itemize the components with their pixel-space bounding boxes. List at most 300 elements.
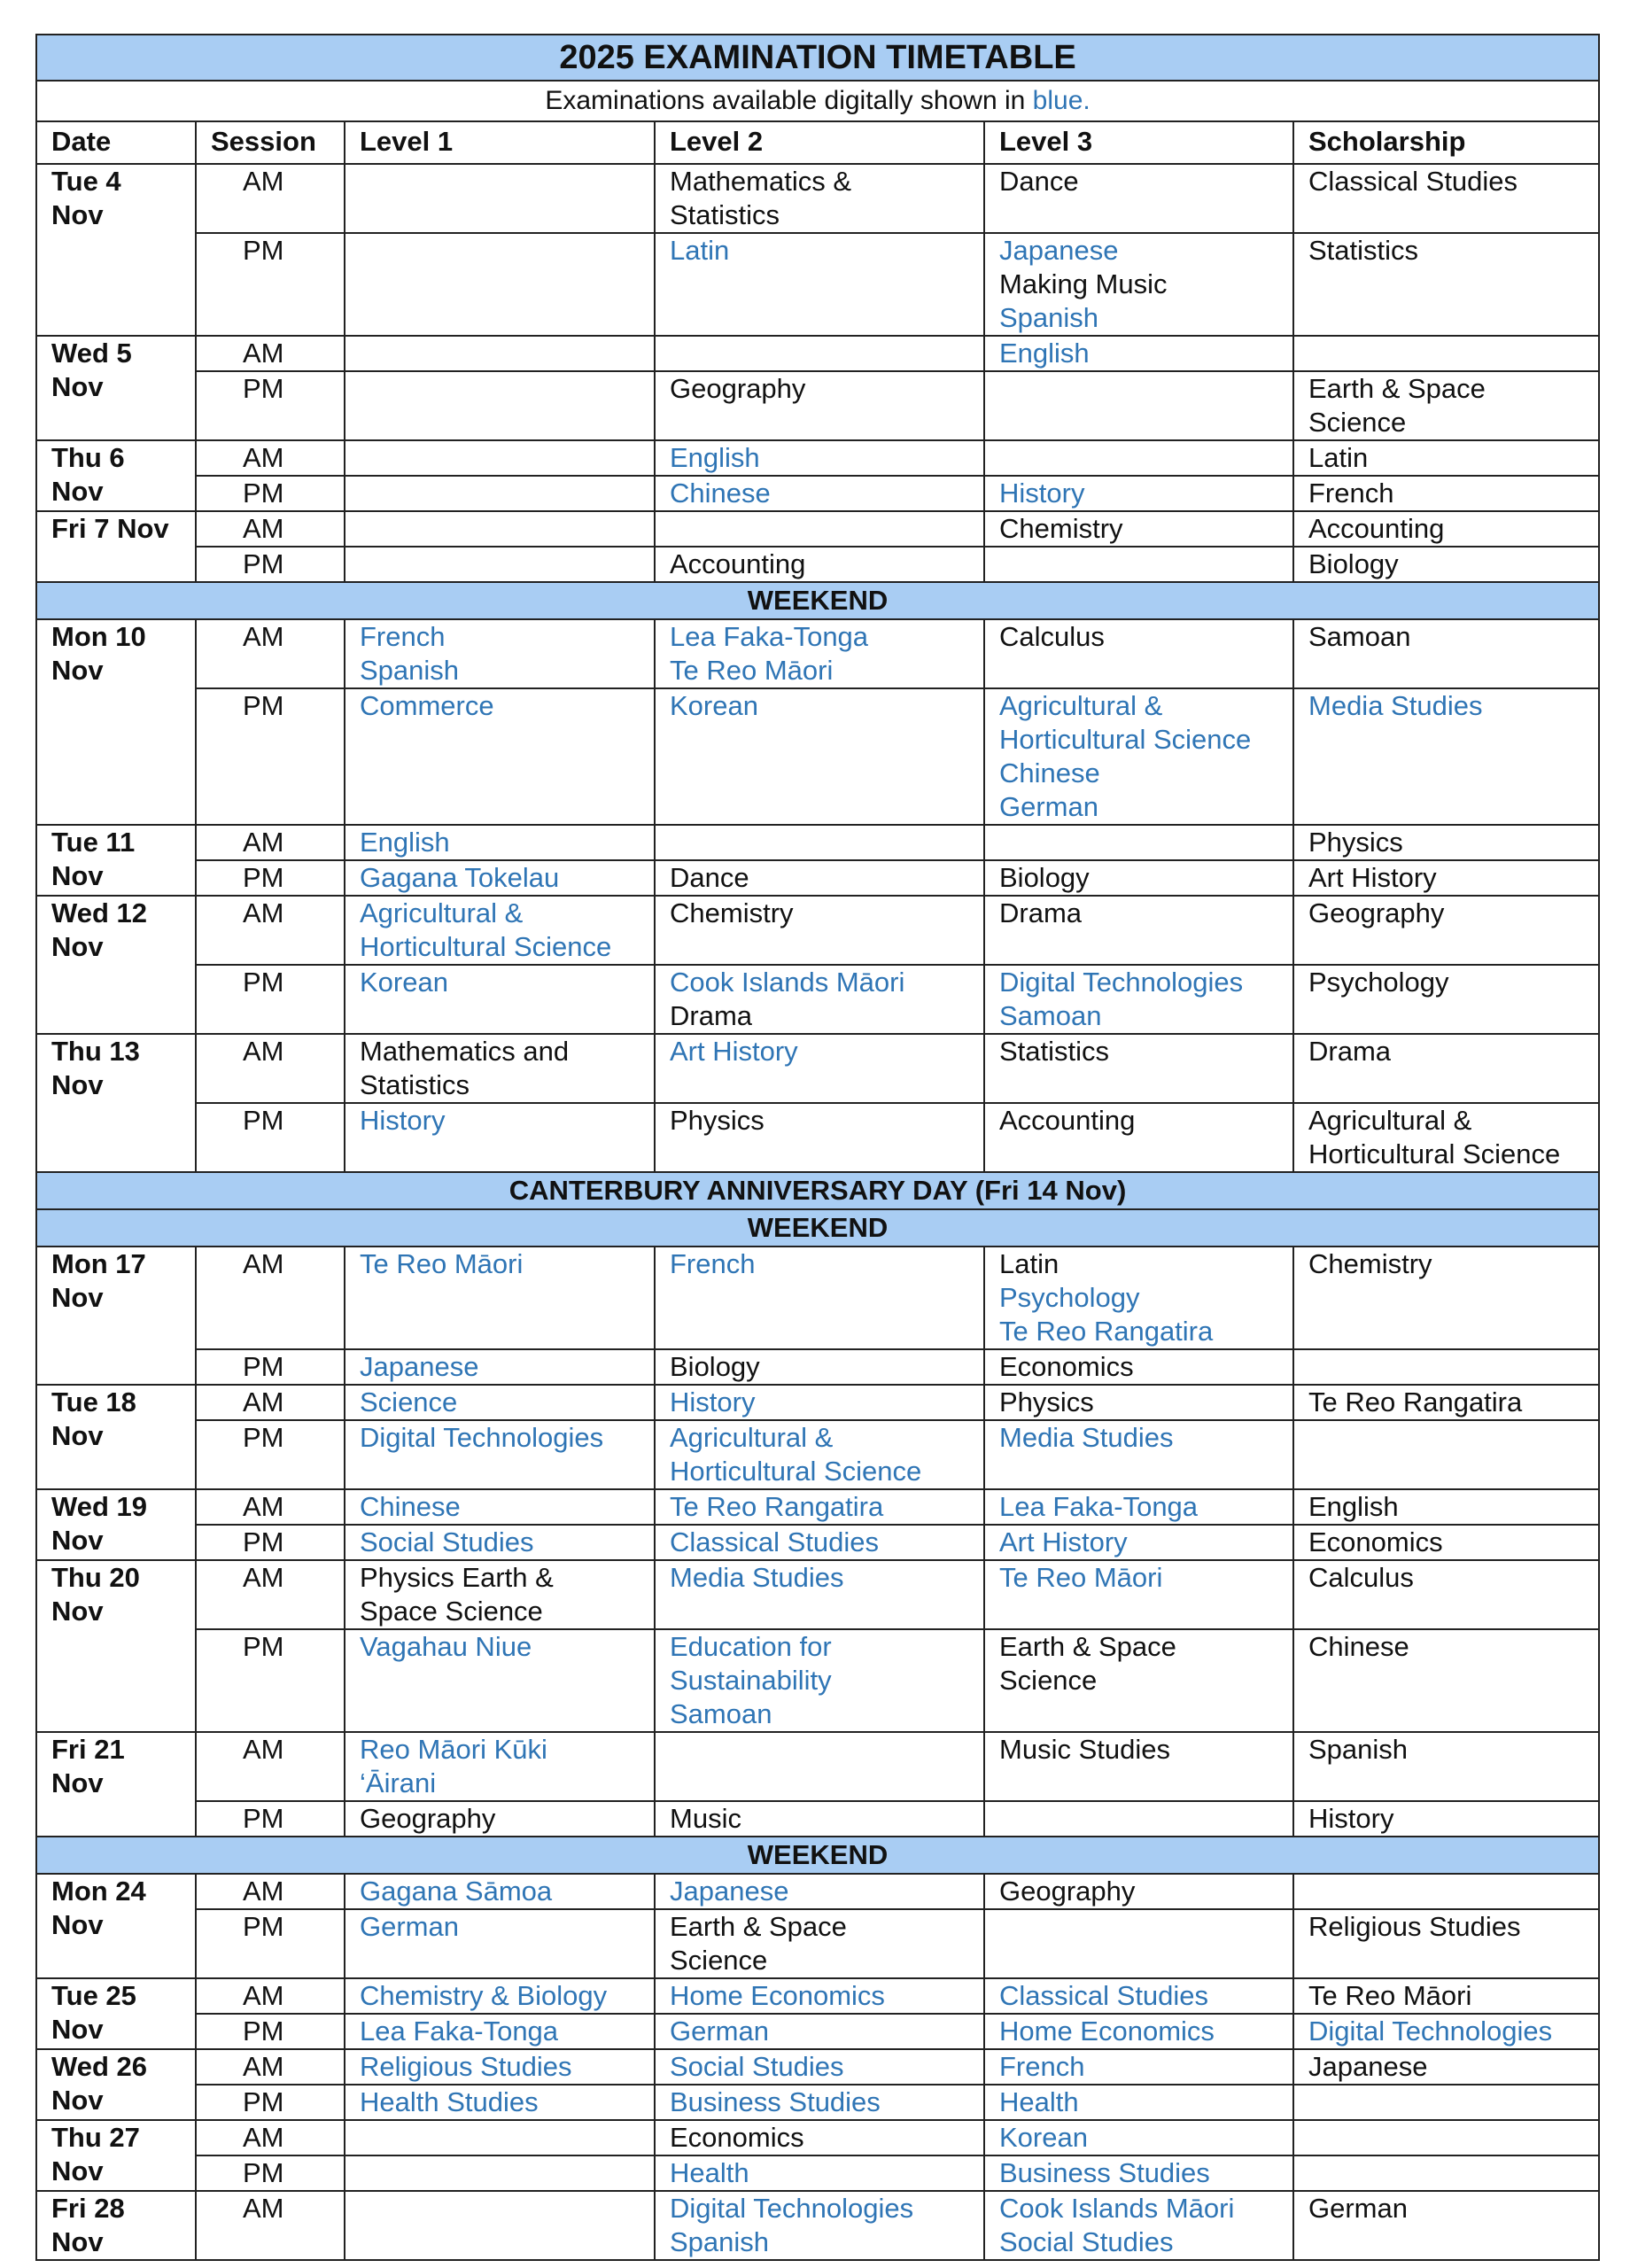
date-cell <box>36 619 196 825</box>
exam-subject: Science <box>1308 407 1407 438</box>
exam-subject: English <box>670 442 760 473</box>
exam-subject: Digital Technologies <box>670 2193 914 2224</box>
exam-subject: Biology <box>670 1351 760 1382</box>
timetable-sheet <box>35 34 1598 2261</box>
exam-subject: Earth & Space <box>1308 373 1486 404</box>
level-2-cell <box>655 860 984 896</box>
exam-subject: Religious Studies <box>360 2051 572 2082</box>
level-2-cell <box>655 619 984 688</box>
exam-subject: Te Reo Rangatira <box>1308 1386 1523 1418</box>
level-3-cell <box>984 371 1293 440</box>
session-row <box>36 1732 1599 1801</box>
level-3-cell <box>984 1034 1293 1103</box>
level-1-cell <box>345 1874 655 1909</box>
band-label: WEEKEND <box>36 582 1599 619</box>
date-cell <box>36 1732 196 1837</box>
scholarship-cell <box>1293 2120 1599 2155</box>
scholarship-cell <box>1293 164 1599 233</box>
level-2-cell <box>655 164 984 233</box>
level-1-cell <box>345 2014 655 2049</box>
exam-subject: Lea Faka-Tonga <box>999 1491 1199 1522</box>
level-3-cell <box>984 547 1293 582</box>
exam-subject: Chemistry <box>999 513 1123 544</box>
date-text: Tue 11 Nov <box>51 827 136 891</box>
exam-subject: Social Studies <box>360 1526 534 1557</box>
level-2-cell <box>655 1525 984 1560</box>
level-2-cell <box>655 547 984 582</box>
scholarship-cell <box>1293 1247 1599 1349</box>
level-2-cell <box>655 825 984 860</box>
session-row <box>36 1801 1599 1837</box>
level-1-cell <box>345 1801 655 1837</box>
exam-subject: Spanish <box>999 302 1099 333</box>
level-3-cell <box>984 860 1293 896</box>
scholarship-cell <box>1293 476 1599 511</box>
session-row <box>36 619 1599 688</box>
session-row <box>36 1103 1599 1172</box>
session-cell: AM <box>196 164 345 233</box>
exam-subject: Gagana Sāmoa <box>360 1876 553 1907</box>
session-row <box>36 1629 1599 1732</box>
session-row <box>36 1978 1599 2014</box>
exam-subject: English <box>1308 1491 1399 1522</box>
session-row <box>36 2191 1599 2260</box>
level-3-cell <box>984 2155 1293 2191</box>
exam-subject: Latin <box>999 1248 1060 1279</box>
exam-subject: Samoan <box>1308 621 1411 652</box>
level-2-cell <box>655 688 984 825</box>
exam-subject: Agricultural & <box>360 897 524 928</box>
session-row <box>36 371 1599 440</box>
scholarship-cell <box>1293 547 1599 582</box>
session-cell: PM <box>196 965 345 1034</box>
exam-subject: Korean <box>670 690 758 721</box>
exam-subject: Latin <box>670 235 730 266</box>
session-row <box>36 2085 1599 2120</box>
date-cell <box>36 825 196 896</box>
level-3-cell <box>984 233 1293 336</box>
exam-subject: Te Reo Māori <box>360 1248 524 1279</box>
level-3-cell <box>984 336 1293 371</box>
exam-subject: Physics Earth & <box>360 1562 554 1593</box>
scholarship-cell <box>1293 1732 1599 1801</box>
session-cell: PM <box>196 371 345 440</box>
level-2-cell <box>655 1103 984 1172</box>
session-cell: PM <box>196 1349 345 1385</box>
exam-subject: Dance <box>670 862 749 893</box>
exam-subject: Physics <box>670 1105 765 1136</box>
scholarship-cell <box>1293 1489 1599 1525</box>
scholarship-cell <box>1293 233 1599 336</box>
level-1-cell <box>345 1525 655 1560</box>
exam-subject: Media Studies <box>670 1562 844 1593</box>
exam-subject: English <box>360 827 450 858</box>
level-1-cell <box>345 1034 655 1103</box>
date-text: Fri 21 Nov <box>51 1734 125 1798</box>
level-3-cell <box>984 1732 1293 1801</box>
session-cell: AM <box>196 1489 345 1525</box>
level-1-cell <box>345 1732 655 1801</box>
level-1-cell <box>345 440 655 476</box>
level-3-cell <box>984 2049 1293 2085</box>
level-1-cell <box>345 2085 655 2120</box>
header-level-1: Level 1 <box>345 121 655 164</box>
scholarship-cell <box>1293 1978 1599 2014</box>
session-row <box>36 965 1599 1034</box>
level-3-cell <box>984 1349 1293 1385</box>
exam-subject: Psychology <box>999 1282 1140 1313</box>
date-text: Fri 7 Nov <box>51 513 169 544</box>
level-2-cell <box>655 2120 984 2155</box>
scholarship-cell <box>1293 1525 1599 1560</box>
exam-subject: Making Music <box>999 268 1168 299</box>
exam-subject: ‘Āirani <box>360 1767 437 1798</box>
level-3-cell <box>984 1420 1293 1489</box>
session-row <box>36 2014 1599 2049</box>
session-cell: AM <box>196 336 345 371</box>
exam-subject: Biology <box>1308 548 1399 579</box>
level-1-cell <box>345 688 655 825</box>
exam-subject: Physics <box>999 1386 1094 1418</box>
session-cell: AM <box>196 440 345 476</box>
level-2-cell <box>655 233 984 336</box>
session-row <box>36 1420 1599 1489</box>
exam-subject: Samoan <box>999 1000 1102 1031</box>
session-cell: AM <box>196 2191 345 2260</box>
level-3-cell <box>984 1909 1293 1978</box>
exam-subject: Health <box>670 2157 749 2188</box>
exam-subject: Cook Islands Māori <box>670 967 905 998</box>
session-row <box>36 2120 1599 2155</box>
scholarship-cell <box>1293 2191 1599 2260</box>
session-cell: PM <box>196 860 345 896</box>
exam-subject: Geography <box>670 373 806 404</box>
level-2-cell <box>655 440 984 476</box>
date-cell <box>36 896 196 1034</box>
band-label: CANTERBURY ANNIVERSARY DAY (Fri 14 Nov) <box>36 1172 1599 1209</box>
date-text: Tue 25 Nov <box>51 1980 136 2045</box>
level-1-cell <box>345 1978 655 2014</box>
level-2-cell <box>655 896 984 965</box>
date-text: Tue 18 Nov <box>51 1386 136 1451</box>
date-cell <box>36 1489 196 1560</box>
scholarship-cell <box>1293 1874 1599 1909</box>
exam-subject: Accounting <box>670 548 806 579</box>
band-label: WEEKEND <box>36 1837 1599 1874</box>
session-cell: PM <box>196 1103 345 1172</box>
session-cell: PM <box>196 233 345 336</box>
date-cell <box>36 1385 196 1489</box>
session-cell: AM <box>196 1560 345 1629</box>
level-1-cell <box>345 619 655 688</box>
exam-subject: Calculus <box>999 621 1105 652</box>
header-date: Date <box>36 121 196 164</box>
level-1-cell <box>345 1489 655 1525</box>
level-2-cell <box>655 1385 984 1420</box>
exam-subject: Reo Māori Kūki <box>360 1734 547 1765</box>
date-text: Wed 19 Nov <box>51 1491 147 1556</box>
scholarship-cell <box>1293 2155 1599 2191</box>
exam-subject: Lea Faka-Tonga <box>670 621 869 652</box>
scholarship-cell <box>1293 619 1599 688</box>
header-level-3: Level 3 <box>984 121 1293 164</box>
exam-subject: French <box>360 621 446 652</box>
level-1-cell <box>345 511 655 547</box>
session-cell: AM <box>196 1874 345 1909</box>
exam-subject: Te Reo Māori <box>670 655 834 686</box>
level-3-cell <box>984 1489 1293 1525</box>
session-row <box>36 825 1599 860</box>
exam-subject: Spanish <box>1308 1734 1409 1765</box>
level-1-cell <box>345 1385 655 1420</box>
exam-subject: Chinese <box>670 478 771 509</box>
exam-subject: Business Studies <box>999 2157 1210 2188</box>
session-row <box>36 1349 1599 1385</box>
session-cell: PM <box>196 1629 345 1732</box>
level-3-cell <box>984 1525 1293 1560</box>
scholarship-cell <box>1293 965 1599 1034</box>
exam-subject: Japanese <box>670 1876 789 1907</box>
scholarship-cell <box>1293 1103 1599 1172</box>
date-text: Tue 4 Nov <box>51 166 121 230</box>
exam-subject: Art History <box>1308 862 1437 893</box>
scholarship-cell <box>1293 2049 1599 2085</box>
date-text: Mon 10 Nov <box>51 621 146 686</box>
scholarship-cell <box>1293 688 1599 825</box>
exam-subject: Commerce <box>360 690 494 721</box>
level-3-cell <box>984 2120 1293 2155</box>
level-2-cell <box>655 2085 984 2120</box>
date-text: Thu 6 Nov <box>51 442 125 507</box>
exam-subject: Geography <box>999 1876 1136 1907</box>
level-3-cell <box>984 1560 1293 1629</box>
level-1-cell <box>345 860 655 896</box>
exam-subject: French <box>999 2051 1085 2082</box>
level-2-cell <box>655 2191 984 2260</box>
exam-subject: Classical Studies <box>1308 166 1518 197</box>
session-cell: AM <box>196 2049 345 2085</box>
level-2-cell <box>655 1874 984 1909</box>
session-cell: PM <box>196 1420 345 1489</box>
session-row <box>36 688 1599 825</box>
exam-subject: Digital Technologies <box>360 1422 604 1453</box>
level-3-cell <box>984 1247 1293 1349</box>
level-2-cell <box>655 1629 984 1732</box>
exam-subject: Horticultural Science <box>360 931 612 962</box>
exam-subject: Economics <box>1308 1526 1443 1557</box>
band-label: WEEKEND <box>36 1209 1599 1247</box>
session-cell: AM <box>196 896 345 965</box>
exam-subject: Agricultural & <box>999 690 1163 721</box>
level-2-cell <box>655 1560 984 1629</box>
date-cell <box>36 1978 196 2049</box>
exam-subject: Digital Technologies <box>999 967 1244 998</box>
exam-subject: Agricultural & <box>670 1422 834 1453</box>
session-cell: PM <box>196 2085 345 2120</box>
date-text: Wed 12 Nov <box>51 897 147 962</box>
exam-subject: Business Studies <box>670 2086 881 2117</box>
session-row <box>36 547 1599 582</box>
session-row <box>36 1874 1599 1909</box>
level-1-cell <box>345 371 655 440</box>
level-2-cell <box>655 2155 984 2191</box>
session-cell: PM <box>196 688 345 825</box>
level-2-cell <box>655 336 984 371</box>
date-text: Mon 24 Nov <box>51 1876 146 1940</box>
exam-subject: Art History <box>999 1526 1128 1557</box>
session-cell: PM <box>196 2155 345 2191</box>
level-2-cell <box>655 1909 984 1978</box>
exam-subject: Science <box>999 1665 1098 1696</box>
exam-subject: History <box>670 1386 756 1418</box>
session-row <box>36 511 1599 547</box>
date-cell <box>36 440 196 511</box>
exam-subject: Biology <box>999 862 1090 893</box>
exam-subject: Drama <box>999 897 1083 928</box>
level-2-cell <box>655 965 984 1034</box>
exam-subject: Te Reo Māori <box>1308 1980 1472 2011</box>
exam-subject: English <box>999 338 1090 369</box>
level-3-cell <box>984 2014 1293 2049</box>
level-1-cell <box>345 547 655 582</box>
exam-subject: History <box>1308 1803 1394 1834</box>
exam-subject: Drama <box>670 1000 753 1031</box>
level-1-cell <box>345 476 655 511</box>
level-3-cell <box>984 440 1293 476</box>
exam-subject: Earth & Space <box>670 1911 847 1942</box>
scholarship-cell <box>1293 2085 1599 2120</box>
exam-subject: Te Reo Rangatira <box>999 1316 1214 1347</box>
exam-subject: German <box>999 791 1098 822</box>
level-2-cell <box>655 2014 984 2049</box>
subtitle-text: Examinations available digitally shown in <box>545 86 1033 115</box>
exam-subject: Spanish <box>670 2226 770 2257</box>
date-text: Thu 20 Nov <box>51 1562 140 1627</box>
timetable <box>35 34 1600 2261</box>
exam-subject: Korean <box>360 967 448 998</box>
subtitle-highlight: blue. <box>1032 86 1091 115</box>
exam-subject: Media Studies <box>1308 690 1483 721</box>
exam-subject: Horticultural Science <box>999 724 1252 755</box>
subtitle <box>36 81 1599 121</box>
session-row <box>36 1560 1599 1629</box>
exam-subject: Dance <box>999 166 1079 197</box>
level-1-cell <box>345 2155 655 2191</box>
scholarship-cell <box>1293 896 1599 965</box>
session-row <box>36 1525 1599 1560</box>
level-1-cell <box>345 825 655 860</box>
exam-subject: Korean <box>999 2122 1088 2153</box>
session-cell: AM <box>196 825 345 860</box>
date-cell <box>36 1560 196 1732</box>
scholarship-cell <box>1293 1909 1599 1978</box>
exam-subject: Statistics <box>999 1036 1110 1067</box>
level-3-cell <box>984 1385 1293 1420</box>
exam-subject: Health <box>999 2086 1079 2117</box>
exam-subject: Japanese <box>360 1351 479 1382</box>
level-1-cell <box>345 965 655 1034</box>
level-2-cell <box>655 1034 984 1103</box>
exam-subject: Home Economics <box>670 1980 885 2011</box>
session-row <box>36 1385 1599 1420</box>
session-cell: AM <box>196 1247 345 1349</box>
band-row <box>36 1172 1599 1209</box>
scholarship-cell <box>1293 371 1599 440</box>
level-3-cell <box>984 164 1293 233</box>
level-3-cell <box>984 896 1293 965</box>
date-text: Thu 27 Nov <box>51 2122 140 2186</box>
date-cell <box>36 2191 196 2260</box>
level-3-cell <box>984 2191 1293 2260</box>
session-row <box>36 164 1599 233</box>
date-cell <box>36 1034 196 1172</box>
date-text: Wed 26 Nov <box>51 2051 147 2116</box>
band-row <box>36 1837 1599 1874</box>
scholarship-cell <box>1293 1560 1599 1629</box>
date-text: Mon 17 Nov <box>51 1248 146 1313</box>
level-3-cell <box>984 965 1293 1034</box>
session-row <box>36 476 1599 511</box>
scholarship-cell <box>1293 825 1599 860</box>
exam-subject: Religious Studies <box>1308 1911 1521 1942</box>
exam-subject: Accounting <box>1308 513 1445 544</box>
exam-subject: Drama <box>1308 1036 1392 1067</box>
exam-subject: Economics <box>670 2122 804 2153</box>
exam-subject: Science <box>360 1386 458 1418</box>
session-cell: AM <box>196 1385 345 1420</box>
level-2-cell <box>655 1349 984 1385</box>
level-1-cell <box>345 1103 655 1172</box>
exam-subject: Spanish <box>360 655 460 686</box>
exam-subject: Physics <box>1308 827 1403 858</box>
title-row <box>36 35 1599 81</box>
date-cell <box>36 2120 196 2191</box>
exam-subject: Horticultural Science <box>670 1456 922 1487</box>
header-scholarship: Scholarship <box>1293 121 1599 164</box>
level-2-cell <box>655 1978 984 2014</box>
exam-subject: Vagahau Niue <box>360 1631 532 1662</box>
level-2-cell <box>655 1489 984 1525</box>
level-1-cell <box>345 2049 655 2085</box>
scholarship-cell <box>1293 511 1599 547</box>
level-2-cell <box>655 371 984 440</box>
session-cell: PM <box>196 476 345 511</box>
band-row <box>36 1209 1599 1247</box>
scholarship-cell <box>1293 336 1599 371</box>
exam-subject: Calculus <box>1308 1562 1414 1593</box>
exam-subject: Home Economics <box>999 2016 1215 2047</box>
exam-subject: Earth & Space <box>999 1631 1176 1662</box>
date-cell <box>36 2049 196 2120</box>
level-1-cell <box>345 233 655 336</box>
exam-subject: Art History <box>670 1036 798 1067</box>
level-3-cell <box>984 476 1293 511</box>
subtitle-row <box>36 81 1599 121</box>
session-row <box>36 440 1599 476</box>
level-1-cell <box>345 1629 655 1732</box>
exam-subject: Geography <box>1308 897 1445 928</box>
exam-subject: Gagana Tokelau <box>360 862 560 893</box>
scholarship-cell <box>1293 860 1599 896</box>
exam-subject: Statistics <box>1308 235 1419 266</box>
level-1-cell <box>345 1349 655 1385</box>
scholarship-cell <box>1293 1801 1599 1837</box>
exam-subject: Music <box>670 1803 741 1834</box>
date-cell <box>36 1247 196 1385</box>
level-3-cell <box>984 511 1293 547</box>
timetable-body <box>36 35 1599 2260</box>
exam-subject: Social Studies <box>670 2051 844 2082</box>
